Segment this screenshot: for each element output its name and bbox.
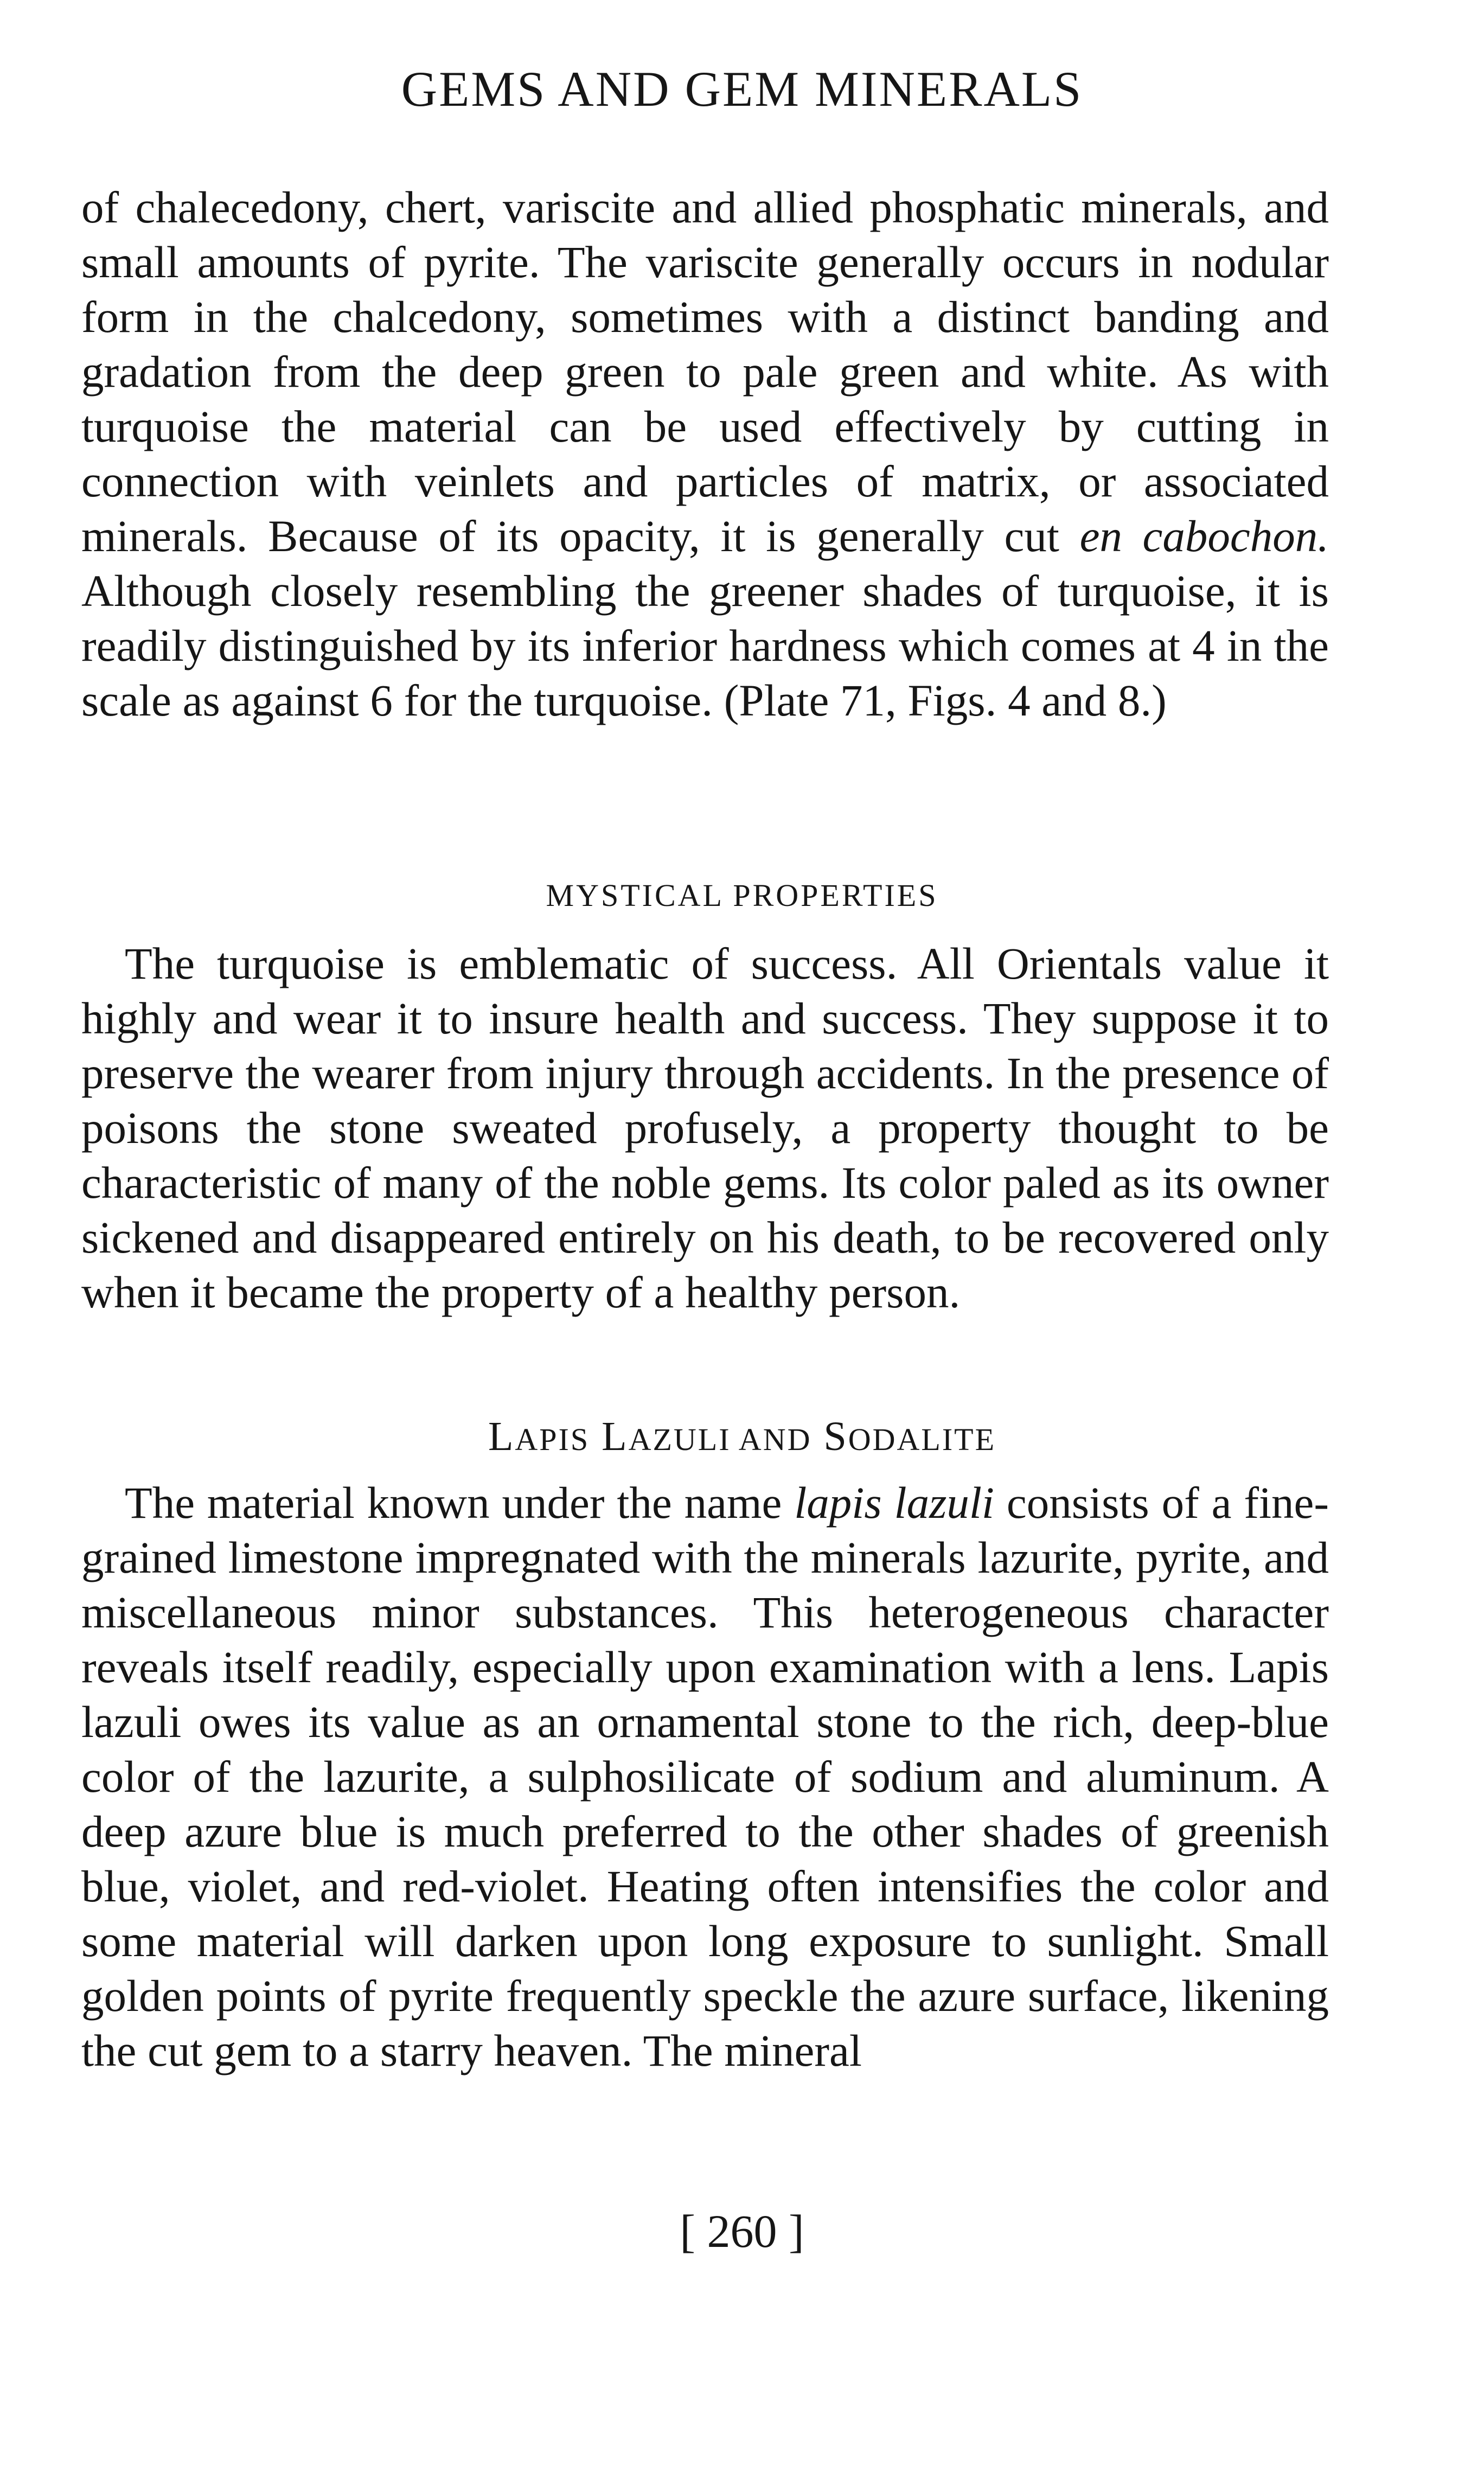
heading-lazuli-rest: AZULI AND bbox=[628, 1422, 812, 1457]
page-number: [ 260 ] bbox=[680, 2205, 804, 2257]
paragraph-variscite-text-a: of chalecedony, chert, variscite and allied phosphatic minerals, and small amounts of pyrite. The variscite generally occurs in nodular form in the chalcedony, sometimes with a distinct banding and gradation from the deep green to pale green and white. As with turquoise the material can be used effectively by cutting in connection with veinlets and particles of matrix, or associated minerals. Because of its opacity, it is generally cut bbox=[81, 182, 1329, 561]
paragraph-variscite-italic: en cabochon. bbox=[1079, 511, 1329, 561]
heading-lapis-lazuli-and-sodalite bbox=[0, 1416, 1484, 1457]
paragraph-lapis-lazuli bbox=[81, 1476, 1329, 2078]
paragraph-lapis-text-a: The material known under the name bbox=[125, 1478, 795, 1528]
heading-lapis-rest: APIS bbox=[515, 1422, 590, 1457]
running-head: GEMS AND GEM MINERALS bbox=[401, 61, 1083, 117]
heading-lapis-initial: L bbox=[488, 1414, 515, 1459]
heading-mystical-properties: MYSTICAL PROPERTIES bbox=[546, 878, 938, 913]
heading-sodalite-rest: ODALITE bbox=[848, 1422, 996, 1457]
heading-sodalite-initial: S bbox=[823, 1414, 848, 1459]
paragraph-lapis-italic: lapis lazuli bbox=[794, 1478, 994, 1528]
paragraph-lapis-text-b: consists of a fine-grained limestone impregnated with the minerals lazurite, pyrite, and miscellaneous minor substances. This heterogeneous character reveals itself readily, especially upon examination with a lens. Lapis lazuli owes its value as an ornamental stone to the rich, deep-blue color of the lazurite, a sulphosilicate of sodium and aluminum. A deep azure blue is much preferred to the other shades of greenish blue, violet, and red-violet. Heating often intensifies the color and some material will darken upon long exposure to sunlight. Small golden points of pyrite frequently speckle the azure surface, likening the cut gem to a starry heaven. The mineral bbox=[81, 1478, 1329, 2075]
paragraph-variscite-text-b: Although closely resembling the greener shades of turquoise, it is readily distinguished by its inferior hardness which comes at 4 in the scale as against 6 for the turquoise. (Plate 71, Figs. 4 and 8.) bbox=[81, 566, 1329, 725]
paragraph-mystical-properties: The turquoise is emblematic of success. All Orientals value it highly and wear it to insure health and success. They suppose it to preserve the wearer from injury through accidents. In the presence of poisons the stone sweated profusely, a property thought to be characteristic of many of the noble gems. Its color paled as its owner sickened and disappeared entirely on his death, to be recovered only when it became the property of a healthy person. bbox=[81, 938, 1329, 1317]
heading-lazuli-initial: L bbox=[602, 1414, 629, 1459]
paragraph-variscite bbox=[81, 180, 1329, 728]
